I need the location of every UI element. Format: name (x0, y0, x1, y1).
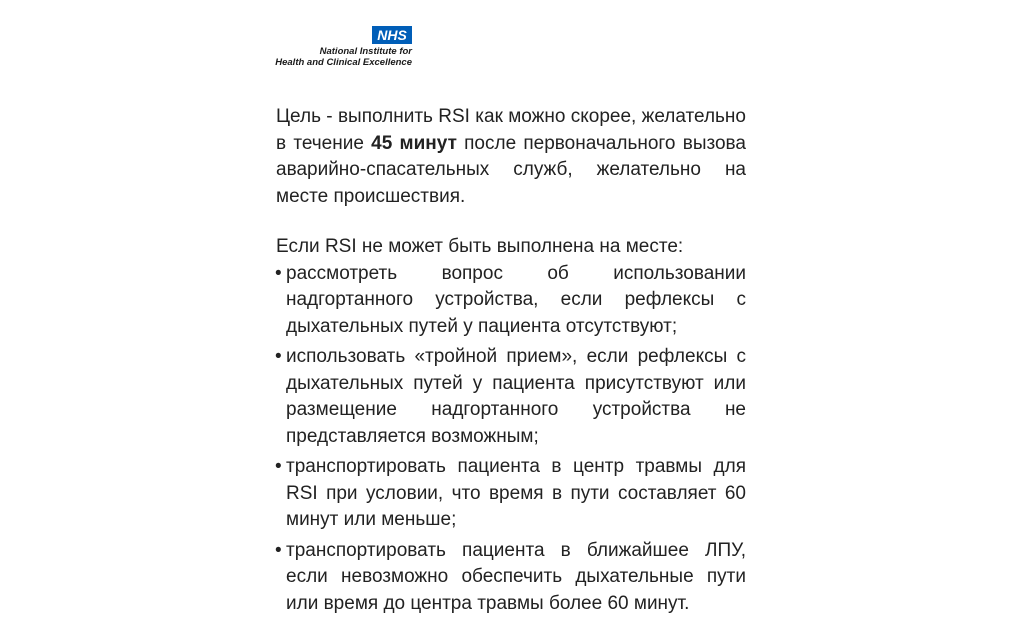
slide-content (276, 104, 746, 621)
goal-text-1: Цель - выполнить RSI как можно скорее, желательно в течение (276, 106, 746, 154)
nice-logo (262, 26, 422, 70)
nhs-badge: NHS (372, 26, 412, 44)
logo-line-1: National Institute for (319, 46, 412, 57)
bullet-list (276, 261, 746, 618)
bullet-item: • транспортировать пациента в ближайшее ЛПУ, если невозможно обеспечить дыхательные пути или время до центра травмы более 60 минут. (276, 538, 746, 618)
goal-paragraph (276, 104, 746, 210)
spacer (276, 210, 746, 234)
goal-text-2: после первоначального вызова аварийно-спасательных служб, желательно на месте происшествия. (276, 132, 746, 207)
logo-line-2: Health and Clinical Excellence (275, 57, 412, 68)
bullet-item: • рассмотреть вопрос об использовании надгортанного устройства, если рефлексы с дыхательных путей у пациента отсутствуют; (276, 261, 746, 341)
intro-line: Если RSI не может быть выполнена на месте: (276, 236, 684, 257)
bullet-item: • транспортировать пациента в центр травмы для RSI при условии, что время в пути составляет 60 минут или меньше; (276, 454, 746, 534)
bullet-item: • использовать «тройной прием», если рефлексы с дыхательных путей у пациента присутствуют или размещение надгортанного устройства не представляется возможным; (276, 344, 746, 450)
goal-bold-time: 45 минут (371, 132, 457, 154)
